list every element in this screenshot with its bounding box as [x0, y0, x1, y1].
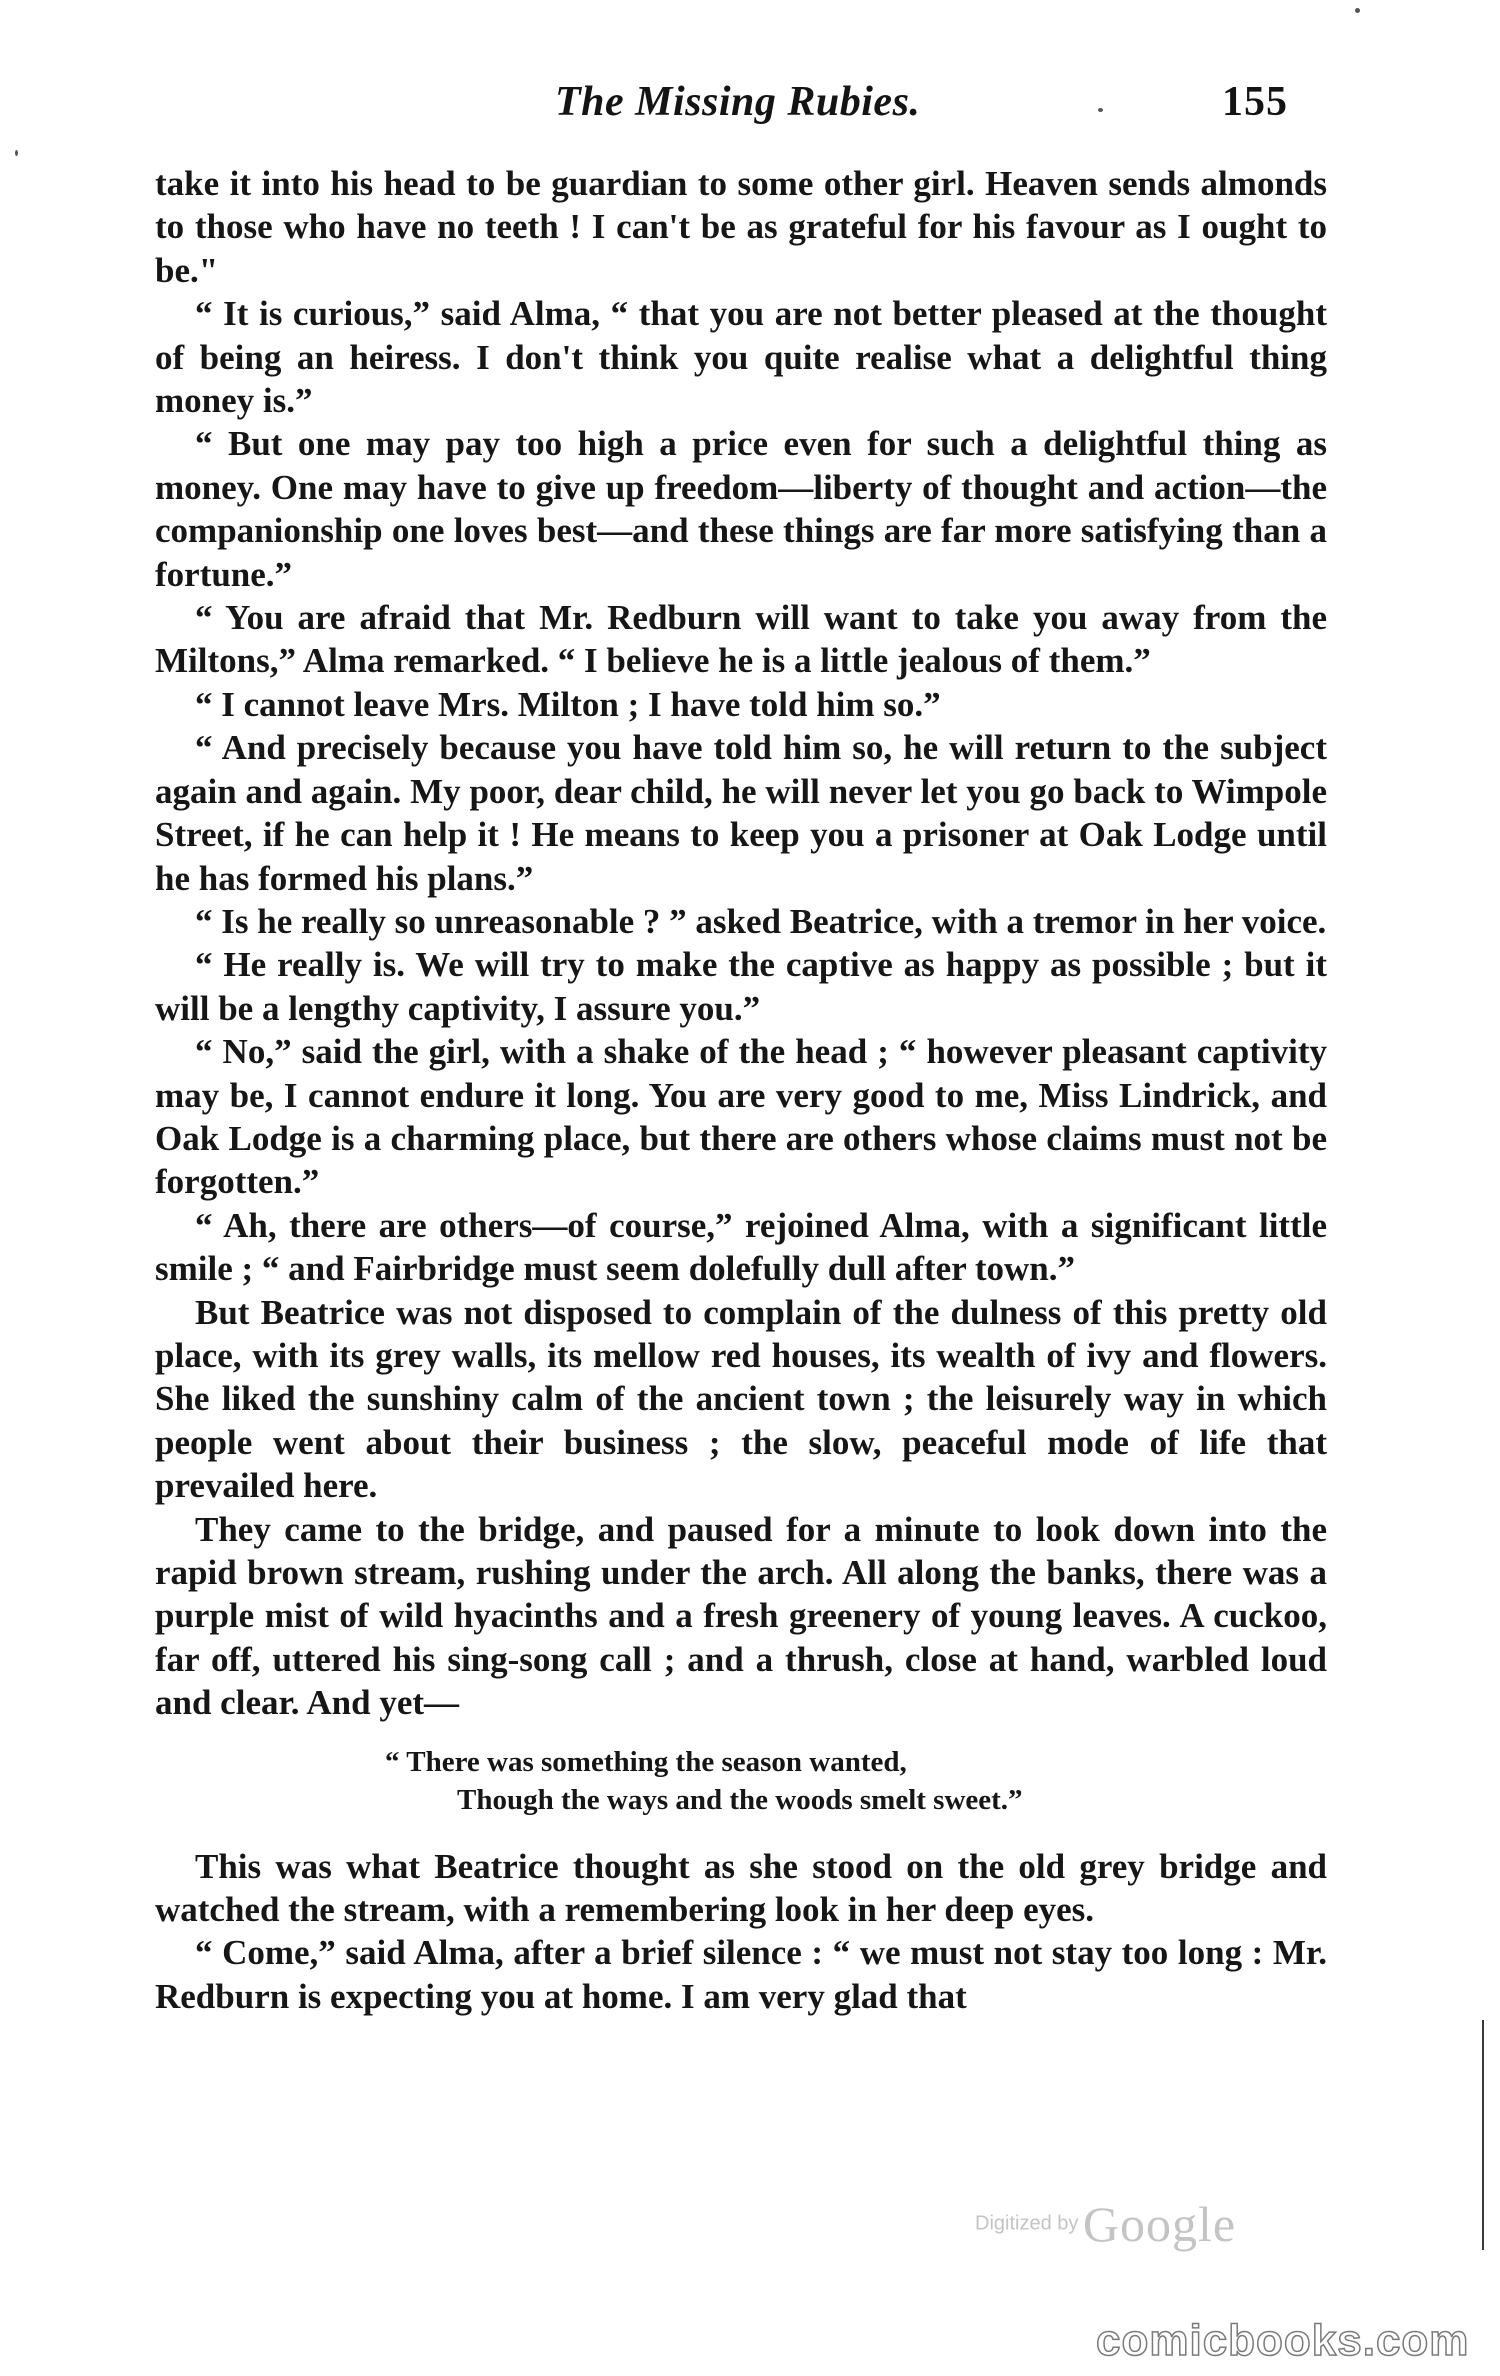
google-logo: Google	[1082, 2196, 1237, 2252]
paragraph: “ It is curious,” said Alma, “ that you are not better pleased at the thought of being an heiress. I don't think you quite realise what a delightful thing money is.”	[155, 294, 1327, 421]
scan-speck	[1355, 8, 1360, 13]
digitized-by-label: Digitized by	[975, 2212, 1079, 2235]
page-number: 155	[1222, 79, 1288, 125]
paragraph: “ You are afraid that Mr. Redburn will want to take you away from the Miltons,” Alma remarked. “ I believe he is a little jealous of them.”	[155, 598, 1327, 681]
body-text	[155, 162, 1327, 2018]
paragraph: “ Come,” said Alma, after a brief silence : “ we must not stay too long : Mr. Redburn is expecting you at home. I am very glad that	[155, 1933, 1327, 2016]
paragraph: “ Ah, there are others—of course,” rejoined Alma, with a significant little smile ; “ and Fairbridge must seem dolefully dull after town.”	[155, 1205, 1327, 1289]
scan-speck	[1098, 108, 1103, 112]
paragraph: They came to the bridge, and paused for a minute to look down into the rapid brown stream, rushing under the arch. All along the banks, there was a purple mist of wild hyacinths and a fresh greenery of young leaves. A cuckoo, far off, uttered his sing-song call ; and a thrush, close at hand, warbled loud and clear. And yet—	[155, 1509, 1327, 1723]
page-edge-line	[1482, 2020, 1484, 2250]
comicbooks-watermark: comicbooks.com	[1096, 2316, 1470, 2365]
verse-line: “ There was something the season wanted,	[385, 1745, 907, 1778]
google-watermark	[975, 2195, 1236, 2253]
paragraph: take it into his head to be guardian to some other girl. Heaven sends almonds to those who have no teeth ! I can't be as grateful for his favour as I ought to be."	[155, 164, 1327, 290]
paragraph: “ But one may pay too high a price even for such a delightful thing as money. One may have to give up freedom—liberty of thought and action—the companionship one loves best—and these things are far more satisfying than a fortune.”	[155, 424, 1327, 594]
paragraph: But Beatrice was not disposed to complain of the dulness of this pretty old place, with its grey walls, its mellow red houses, its wealth of ivy and flowers. She liked the sunshiny calm of the ancient town ; the leisurely way in which people went about their business ; the slow, peaceful mode of life that prevailed here.	[155, 1292, 1327, 1506]
verse-quotation	[155, 1743, 1327, 1819]
paragraph: “ He really is. We will try to make the captive as happy as possible ; but it will be a lengthy captivity, I assure you.”	[155, 945, 1327, 1028]
paragraph: “ I cannot leave Mrs. Milton ; I have told him so.”	[195, 684, 941, 724]
page-header	[0, 78, 1500, 138]
verse-line: Though the ways and the woods smelt sweet.”	[457, 1783, 1023, 1816]
running-title: The Missing Rubies.	[555, 79, 921, 125]
paragraph: “ Is he really so unreasonable ? ” asked Beatrice, with a tremor in her voice.	[195, 901, 1327, 941]
paragraph: This was what Beatrice thought as she stood on the old grey bridge and watched the stream, with a remembering look in her deep eyes.	[155, 1846, 1327, 1930]
paragraph: “ And precisely because you have told him so, he will return to the subject again and again. My poor, dear child, he will never let you go back to Wimpole Street, if he can help it ! He means to keep you a prisoner at Oak Lodge until he has formed his plans.”	[155, 728, 1327, 898]
paragraph: “ No,” said the girl, with a shake of the head ; “ however pleasant captivity may be, I cannot endure it long. You are very good to me, Miss Lindrick, and Oak Lodge is a charming place, but there are others whose claims must not be forgotten.”	[155, 1032, 1327, 1202]
scan-speck	[15, 150, 18, 156]
